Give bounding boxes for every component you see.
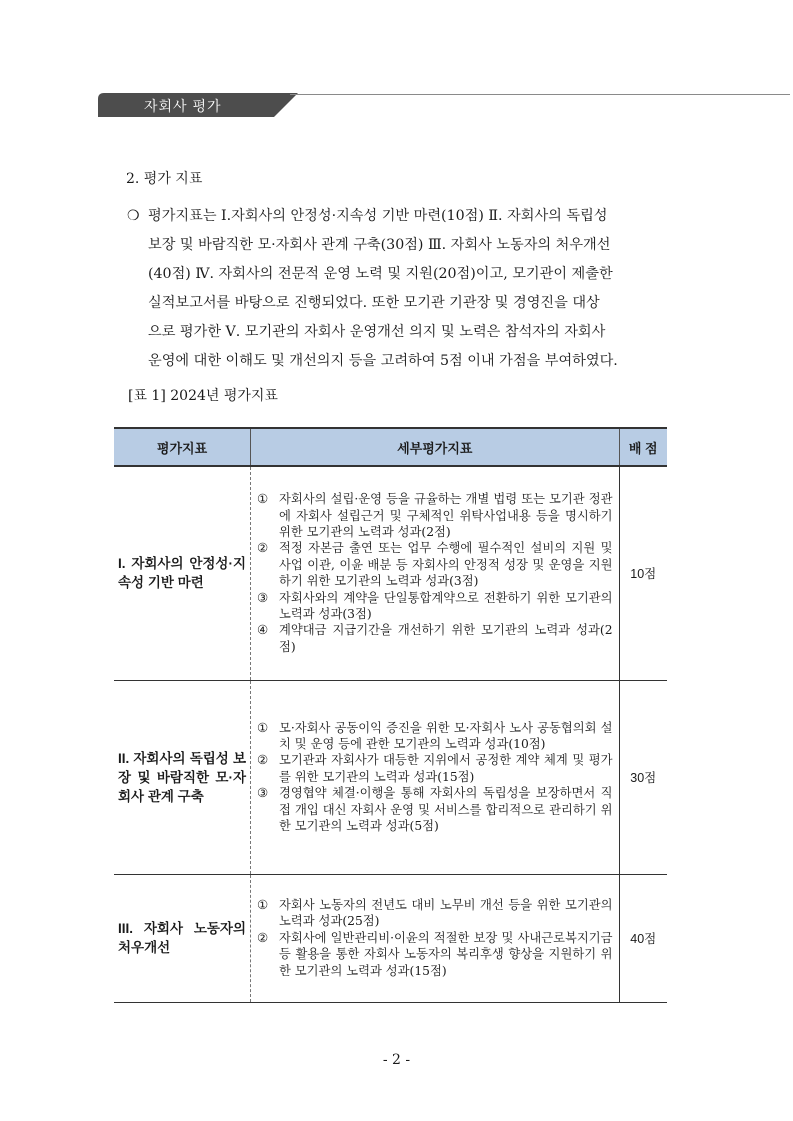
item-marker: ③ [257,786,269,801]
header-detail: 세부평가지표 [251,428,620,466]
detail-item [257,752,613,785]
row-points: 30점 [619,680,667,874]
item-text: 자회사에 일반관리비·이윤의 적절한 보장 및 사내근로복지기금 등 활용을 통한 자회사 노동자의 복리후생 향상을 지원하기 위한 모기관의 노력과 성과(15점) [279,930,613,978]
detail-item [257,491,613,540]
table-row [114,466,667,680]
item-text: 모기관과 자회사가 대등한 지위에서 공정한 계약 체계 및 평가를 위한 모기관의 노력과 성과(15점) [279,753,613,784]
item-marker: ① [257,720,269,735]
header-title: 자회사 평가 [144,98,222,114]
item-text: 자회사와의 계약을 단일통합계약으로 전환하기 위한 모기관의 노력과 성과(3점) [279,590,613,622]
paragraph-line: 보장 및 바람직한 모·자회사 관계 구축(30점) Ⅲ. 자회사 노동자의 처우개선 [148,237,611,253]
header-rule [290,94,790,95]
item-marker: ④ [257,623,269,638]
table-header-row [114,428,667,466]
header-points: 배 점 [619,428,667,466]
intro-paragraph [122,202,692,376]
table-caption: [표 1] 2024년 평가지표 [128,388,278,404]
detail-item [257,622,613,655]
detail-item [257,785,613,834]
section-title: 2. 평가 지표 [126,171,203,187]
row-details [251,680,620,874]
row-points: 10점 [619,466,667,680]
detail-item [257,720,613,753]
evaluation-table [114,427,667,1003]
detail-item [257,540,613,589]
paragraph-line: 평가지표는 Ⅰ.자회사의 안정성·지속성 기반 마련(10점) Ⅱ. 자회사의 독립성 [148,208,608,224]
row-points: 40점 [619,874,667,1002]
item-marker: ③ [257,590,269,605]
item-marker: ② [257,753,269,768]
detail-item [257,590,613,623]
paragraph-line: 실적보고서를 바탕으로 진행되었다. 또한 모기관 기관장 및 경영진을 대상 [148,295,600,311]
row-category: II. 자회사의 독립성 보장 및 바람직한 모·자회사 관계 구축 [114,680,251,874]
row-category: I. 자회사의 안정성·지속성 기반 마련 [114,466,251,680]
item-text: 자회사 노동자의 전년도 대비 노무비 개선 등을 위한 모기관의 노력과 성과(25점) [279,897,613,929]
detail-item [257,897,613,930]
header-category: 평가지표 [114,428,251,466]
paragraph-line: 으로 평가한 Ⅴ. 모기관의 자회사 운영개선 의지 및 노력은 참석자의 자회사 [148,324,606,340]
row-details [251,874,620,1002]
paragraph-line: (40점) Ⅳ. 자회사의 전문적 운영 노력 및 지원(20점)이고, 모기관이 제출한 [148,266,613,282]
item-text: 자회사의 설립·운영 등을 규율하는 개별 법령 또는 모기관 정관에 자회사 설립근거 및 구체적인 위탁사업내용 등을 명시하기 위한 모기관의 노력과 성과(2점) [279,492,613,540]
detail-item [257,930,613,979]
item-text: 경영협약 체결·이행을 통해 자회사의 독립성을 보장하면서 직접 개입 대신 자회사 운영 및 서비스를 합리적으로 관리하기 위한 모기관의 노력과 성과(5점) [279,786,613,834]
row-category: III. 자회사 노동자의 처우개선 [114,874,251,1002]
page-number: - 2 - [382,1052,411,1068]
row-details [251,466,620,680]
item-text: 모·자회사 공동이익 증진을 위한 모·자회사 노사 공동협의회 설치 및 운영 등에 관한 모기관의 노력과 성과(10점) [279,720,613,751]
item-text: 계약대금 지급기간을 개선하기 위한 모기관의 노력과 성과(2점) [279,623,613,654]
table-row [114,874,667,1002]
paragraph-line: 운영에 대한 이해도 및 개선의지 등을 고려하여 5점 이내 가점을 부여하였다. [148,353,618,369]
item-marker: ① [257,492,269,507]
table-row [114,680,667,874]
item-marker: ② [257,541,269,556]
item-text: 적정 자본금 출연 또는 업무 수행에 필수적인 설비의 지원 및 사업 이관, 이윤 배분 등 자회사의 안정적 성장 및 운영을 지원하기 위한 모기관의 노력과 성과(3점) [279,541,613,589]
item-marker: ① [257,897,269,912]
item-marker: ② [257,930,269,945]
bullet-icon: ❍ [127,208,140,224]
